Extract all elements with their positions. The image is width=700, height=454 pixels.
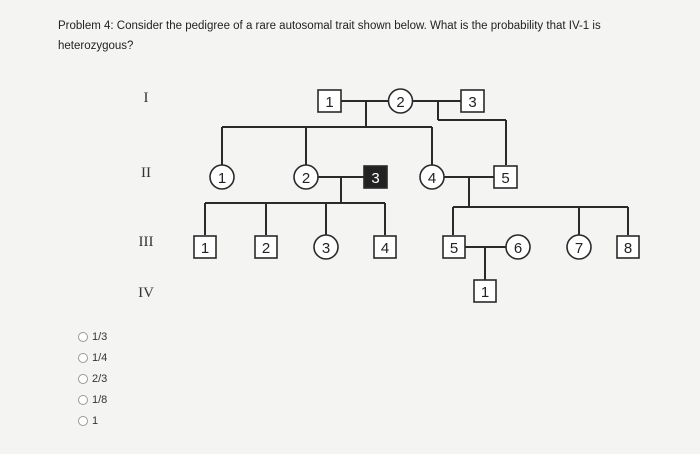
label-iii6: 6 <box>513 240 523 257</box>
generation-label-i: I <box>143 90 149 106</box>
option-2-3[interactable] <box>78 368 107 389</box>
radio-icon[interactable] <box>78 353 88 363</box>
option-1-4[interactable] <box>78 347 107 368</box>
label-ii3: 3 <box>371 170 380 187</box>
label-i1: 1 <box>325 94 334 111</box>
option-label: 1/4 <box>92 351 108 364</box>
label-ii2: 2 <box>301 170 311 187</box>
pedigree-labels <box>201 94 632 301</box>
label-iii2: 2 <box>261 240 271 257</box>
question-text: Problem 4: Consider the pedigree of a rare autosomal trait shown below. What is the probability that IV-1 is heterozygous? <box>58 20 601 52</box>
label-iii4: 4 <box>380 240 390 257</box>
option-label: 1/3 <box>92 330 108 343</box>
label-iii3: 3 <box>321 240 331 257</box>
label-iv1: 1 <box>480 284 490 301</box>
radio-icon[interactable] <box>78 374 88 384</box>
radio-icon[interactable] <box>78 332 88 342</box>
label-i3: 3 <box>468 94 477 111</box>
label-iii5: 5 <box>449 240 459 257</box>
generation-label-ii: II <box>141 165 151 181</box>
answer-options <box>78 326 107 431</box>
label-ii5: 5 <box>501 170 510 187</box>
option-label: 2/3 <box>92 372 108 385</box>
radio-icon[interactable] <box>78 416 88 426</box>
option-label: 1 <box>92 414 99 427</box>
option-1-8[interactable] <box>78 389 107 410</box>
label-iii8: 8 <box>623 240 633 257</box>
generation-label-iv: IV <box>138 285 154 301</box>
option-1-3[interactable] <box>78 326 107 347</box>
option-1[interactable] <box>78 410 107 431</box>
pedigree-symbols <box>194 89 639 302</box>
label-iii1: 1 <box>200 240 210 257</box>
radio-icon[interactable] <box>78 395 88 405</box>
label-iii7: 7 <box>574 240 584 257</box>
option-label: 1/8 <box>92 393 108 406</box>
label-ii1: 1 <box>217 170 227 187</box>
generation-label-iii: III <box>138 234 154 250</box>
label-i2: 2 <box>396 94 405 111</box>
label-ii4: 4 <box>427 170 437 187</box>
